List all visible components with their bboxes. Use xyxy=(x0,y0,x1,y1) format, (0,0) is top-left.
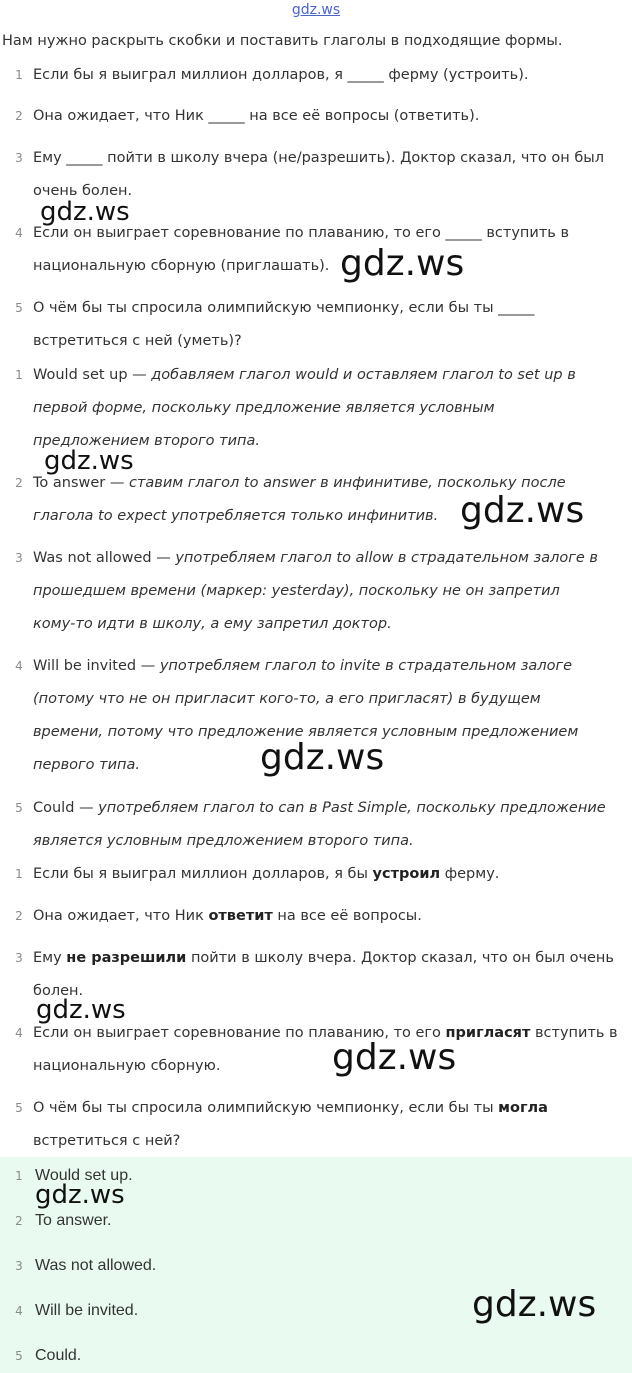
explanation-number: 5 xyxy=(15,801,23,815)
translation-number: 1 xyxy=(15,867,23,881)
task-text: Ему _____ пойти в школу вчера (не/разрешить). Доктор сказал, что он был xyxy=(33,150,604,166)
translation-text: Ему xyxy=(33,950,67,966)
answer: To answer xyxy=(33,475,106,491)
translation-text: на все её вопросы. xyxy=(272,908,422,924)
explanation-number: 4 xyxy=(15,659,23,673)
final-answer-text: To answer. xyxy=(35,1212,112,1229)
dash: — xyxy=(105,475,129,491)
task-text: Если бы я выиграл миллион долларов, я _____ ферму (устроить). xyxy=(33,67,529,83)
explanation-text: добавляем глагол would и оставляем глагол to set up в xyxy=(151,367,576,383)
translation-text: вступить в xyxy=(530,1025,618,1041)
translation-text: О чём бы ты спросила олимпийскую чемпионку, если бы ты xyxy=(33,1100,499,1116)
task-number: 2 xyxy=(15,109,23,123)
task-number: 1 xyxy=(15,68,23,82)
explanation-text: (потому что не он пригласит кого-то, а его пригласят) в будущем xyxy=(33,691,541,707)
translation-verb: могла xyxy=(498,1100,548,1116)
translation-verb: не разрешили xyxy=(66,950,187,966)
watermark: gdz.ws xyxy=(260,737,385,778)
task-number: 3 xyxy=(15,151,23,165)
explanation-number: 1 xyxy=(15,368,23,382)
translation-text: болен. xyxy=(33,983,84,999)
task-text: национальную сборную (приглашать). xyxy=(33,258,330,274)
watermark: gdz.ws xyxy=(472,1284,597,1325)
explanation-text: предложением второго типа. xyxy=(33,433,261,449)
answer: Could xyxy=(33,800,75,816)
task-number: 4 xyxy=(15,226,23,240)
explanation-text: ставим глагол to answer в инфинитиве, поскольку после xyxy=(128,475,566,491)
dash: — xyxy=(151,550,176,566)
explanation-text: кому-то идти в школу, а ему запретил доктор. xyxy=(33,616,392,632)
explanation-text: употребляем глагол to allow в страдательном залоге в xyxy=(175,550,598,566)
translation-text: ферму. xyxy=(440,866,500,882)
intro-text: Нам нужно раскрыть скобки и поставить глаголы в подходящие формы. xyxy=(2,33,563,49)
final-answer-number: 2 xyxy=(15,1214,23,1228)
watermark: gdz.ws xyxy=(460,490,585,531)
task-text: очень болен. xyxy=(33,183,133,199)
translation-number: 3 xyxy=(15,951,23,965)
translation-text: пойти в школу вчера. Доктор сказал, что он был очень xyxy=(186,950,614,966)
explanation-text: первого типа. xyxy=(33,757,140,773)
task-text: Она ожидает, что Ник _____ на все её вопросы (ответить). xyxy=(33,108,480,124)
final-answer-number: 4 xyxy=(15,1304,23,1318)
explanation-text: является условным предложением второго типа. xyxy=(33,833,414,849)
final-answer-number: 5 xyxy=(15,1349,23,1363)
translation-verb: ответит xyxy=(208,908,273,924)
explanation-text: первой форме, поскольку предложение является условным xyxy=(33,400,495,416)
translation-text: национальную сборную. xyxy=(33,1058,221,1074)
answer: Would set up xyxy=(33,367,128,383)
explanation-number: 2 xyxy=(15,476,23,490)
watermark: gdz.ws xyxy=(36,995,126,1025)
translation-number: 4 xyxy=(15,1026,23,1040)
final-answer-number: 1 xyxy=(15,1169,23,1183)
dash: — xyxy=(74,800,99,816)
translation-text: Если он выиграет соревнование по плаванию, то его xyxy=(33,1025,446,1041)
site-link[interactable]: gdz.ws xyxy=(291,2,341,18)
translation-verb: пригласят xyxy=(445,1025,531,1041)
final-answer-text: Could. xyxy=(35,1347,82,1364)
translation-text: Она ожидает, что Ник xyxy=(33,908,209,924)
answer: Will be invited xyxy=(33,658,137,674)
task-number: 5 xyxy=(15,301,23,315)
translation-text: встретиться с ней? xyxy=(33,1133,181,1149)
final-answer-number: 3 xyxy=(15,1259,23,1273)
explanation-text: употребляем глагол to can в Past Simple, поскольку предложение xyxy=(98,800,606,816)
translation-verb: устроил xyxy=(372,866,441,882)
answer: Was not allowed xyxy=(33,550,152,566)
final-answer-text: Will be invited. xyxy=(35,1302,139,1319)
task-text: встретиться с ней (уметь)? xyxy=(33,333,242,349)
explanation-text: времени, потому что предложение является условным предложением xyxy=(33,724,579,740)
explanation-text: прошедшем времени (маркер: yesterday), поскольку не он запретил xyxy=(33,583,560,599)
watermark: gdz.ws xyxy=(44,446,134,476)
translation-text: Если бы я выиграл миллион долларов, я бы xyxy=(33,866,373,882)
explanation-number: 3 xyxy=(15,551,23,565)
dash: — xyxy=(127,367,152,383)
final-answer-text: Was not allowed. xyxy=(35,1257,157,1274)
task-text: О чём бы ты спросила олимпийскую чемпионку, если бы ты _____ xyxy=(33,300,535,316)
final-answer-text: Would set up. xyxy=(35,1167,133,1184)
task-text: Если он выиграет соревнование по плаванию, то его _____ вступить в xyxy=(33,225,569,241)
watermark: gdz.ws xyxy=(332,1037,457,1078)
translation-number: 2 xyxy=(15,909,23,923)
explanation-text: употребляем глагол to invite в страдательном залоге xyxy=(159,658,572,674)
translation-number: 5 xyxy=(15,1101,23,1115)
watermark: gdz.ws xyxy=(340,243,465,284)
dash: — xyxy=(136,658,160,674)
explanation-text: глагола to expect употребляется только инфинитив. xyxy=(33,508,439,524)
watermark: gdz.ws xyxy=(35,1180,125,1210)
watermark: gdz.ws xyxy=(40,197,130,227)
